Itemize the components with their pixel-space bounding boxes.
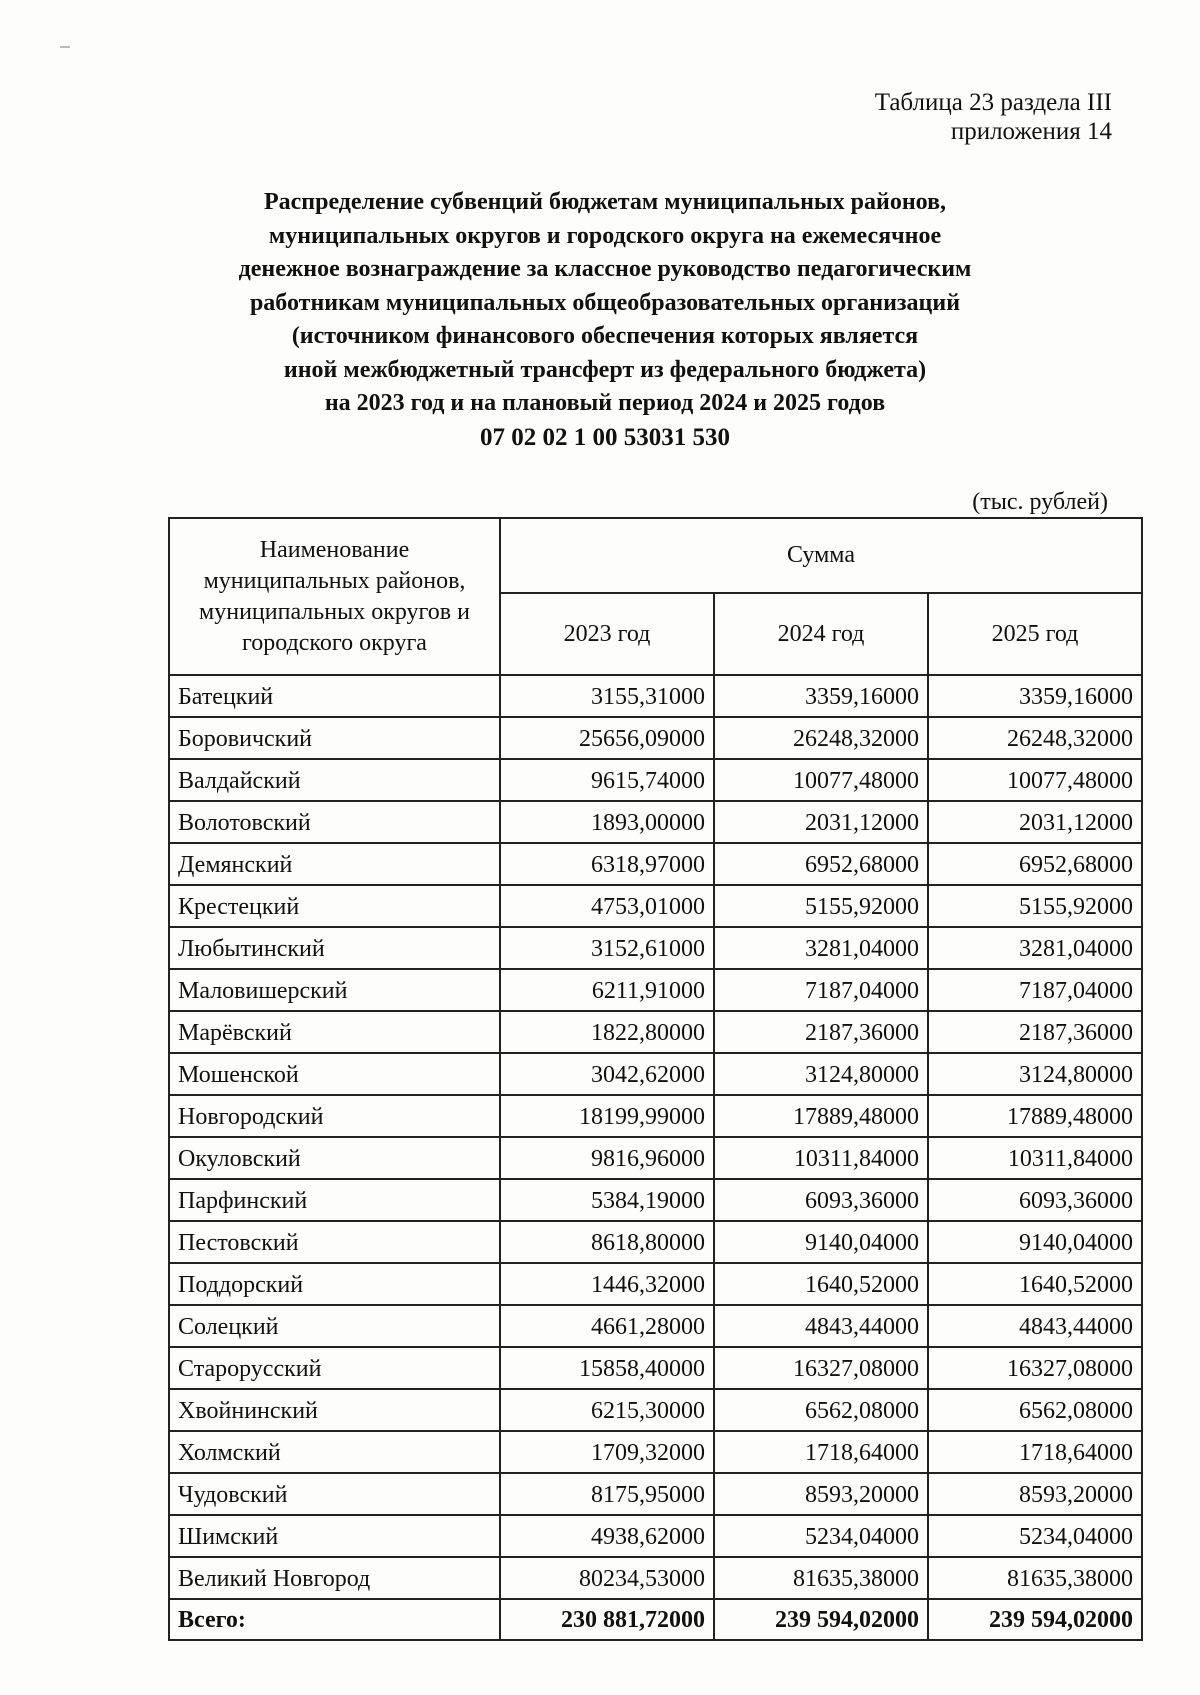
district-name: Валдайский bbox=[169, 759, 500, 801]
amount-2025: 2187,36000 bbox=[928, 1011, 1142, 1053]
amount-2023: 4753,01000 bbox=[500, 885, 714, 927]
amount-2024: 10311,84000 bbox=[714, 1137, 928, 1179]
table-row bbox=[169, 1137, 1142, 1179]
district-name: Маловишерский bbox=[169, 969, 500, 1011]
district-name: Поддорский bbox=[169, 1263, 500, 1305]
amount-2025: 8593,20000 bbox=[928, 1473, 1142, 1515]
amount-2023: 3042,62000 bbox=[500, 1053, 714, 1095]
amount-2024: 6093,36000 bbox=[714, 1179, 928, 1221]
amount-2023: 6318,97000 bbox=[500, 843, 714, 885]
amount-2025: 6562,08000 bbox=[928, 1389, 1142, 1431]
district-name: Парфинский bbox=[169, 1179, 500, 1221]
amount-2023: 5384,19000 bbox=[500, 1179, 714, 1221]
table-row bbox=[169, 1263, 1142, 1305]
header-year-2023: 2023 год bbox=[500, 593, 714, 675]
amount-2023: 9615,74000 bbox=[500, 759, 714, 801]
table-row bbox=[169, 801, 1142, 843]
amount-2025: 4843,44000 bbox=[928, 1305, 1142, 1347]
district-name: Волотовский bbox=[169, 801, 500, 843]
amount-2024: 7187,04000 bbox=[714, 969, 928, 1011]
amount-2025: 1640,52000 bbox=[928, 1263, 1142, 1305]
table-row bbox=[169, 675, 1142, 717]
district-name: Шимский bbox=[169, 1515, 500, 1557]
amount-2023: 8175,95000 bbox=[500, 1473, 714, 1515]
amount-2024: 10077,48000 bbox=[714, 759, 928, 801]
amount-2023: 1822,80000 bbox=[500, 1011, 714, 1053]
table-row bbox=[169, 1557, 1142, 1599]
header-year-2024: 2024 год bbox=[714, 593, 928, 675]
table-row bbox=[169, 969, 1142, 1011]
total-row bbox=[169, 1599, 1142, 1640]
table-row bbox=[169, 1431, 1142, 1473]
district-name: Старорусский bbox=[169, 1347, 500, 1389]
amount-2025: 1718,64000 bbox=[928, 1431, 1142, 1473]
table-row bbox=[169, 1389, 1142, 1431]
amount-2023: 6211,91000 bbox=[500, 969, 714, 1011]
total-label: Всего: bbox=[169, 1599, 500, 1640]
amount-2025: 10311,84000 bbox=[928, 1137, 1142, 1179]
amount-2025: 9140,04000 bbox=[928, 1221, 1142, 1263]
scan-mark bbox=[60, 46, 70, 48]
district-name: Крестецкий bbox=[169, 885, 500, 927]
district-name: Солецкий bbox=[169, 1305, 500, 1347]
table-row bbox=[169, 1515, 1142, 1557]
table-row bbox=[169, 1095, 1142, 1137]
amount-2025: 5155,92000 bbox=[928, 885, 1142, 927]
amount-2024: 4843,44000 bbox=[714, 1305, 928, 1347]
district-name: Новгородский bbox=[169, 1095, 500, 1137]
amount-2024: 3281,04000 bbox=[714, 927, 928, 969]
table-row bbox=[169, 885, 1142, 927]
district-name: Чудовский bbox=[169, 1473, 500, 1515]
amount-2023: 18199,99000 bbox=[500, 1095, 714, 1137]
amount-2023: 3152,61000 bbox=[500, 927, 714, 969]
amount-2024: 8593,20000 bbox=[714, 1473, 928, 1515]
amount-2023: 8618,80000 bbox=[500, 1221, 714, 1263]
amount-2023: 9816,96000 bbox=[500, 1137, 714, 1179]
title-line: денежное вознаграждение за классное руководство педагогическим bbox=[238, 256, 972, 282]
amount-2023: 6215,30000 bbox=[500, 1389, 714, 1431]
table-row bbox=[169, 717, 1142, 759]
table-row bbox=[169, 1179, 1142, 1221]
header-name-cell: Наименование муниципальных районов, муниципальных округов и городского округа bbox=[169, 518, 500, 675]
district-name: Боровичский bbox=[169, 717, 500, 759]
units-label: (тыс. рублей) bbox=[972, 489, 1108, 515]
amount-2024: 2031,12000 bbox=[714, 801, 928, 843]
amount-2025: 6952,68000 bbox=[928, 843, 1142, 885]
table-row bbox=[169, 1053, 1142, 1095]
amount-2024: 81635,38000 bbox=[714, 1557, 928, 1599]
title-line: Распределение субвенций бюджетам муниципальных районов, bbox=[263, 189, 947, 215]
amount-2024: 17889,48000 bbox=[714, 1095, 928, 1137]
district-name: Марёвский bbox=[169, 1011, 500, 1053]
amount-2024: 1640,52000 bbox=[714, 1263, 928, 1305]
amount-2025: 17889,48000 bbox=[928, 1095, 1142, 1137]
amount-2024: 2187,36000 bbox=[714, 1011, 928, 1053]
amount-2024: 1718,64000 bbox=[714, 1431, 928, 1473]
amount-2025: 10077,48000 bbox=[928, 759, 1142, 801]
title-line: на 2023 год и на плановый период 2024 и 2025 годов bbox=[324, 390, 886, 416]
amount-2023: 80234,53000 bbox=[500, 1557, 714, 1599]
district-name: Любытинский bbox=[169, 927, 500, 969]
amount-2024: 5234,04000 bbox=[714, 1515, 928, 1557]
district-name: Великий Новгород bbox=[169, 1557, 500, 1599]
total-2025: 239 594,02000 bbox=[928, 1599, 1142, 1640]
table-row bbox=[169, 759, 1142, 801]
title-line: иной межбюджетный трансферт из федерального бюджета) bbox=[283, 356, 927, 383]
amount-2024: 16327,08000 bbox=[714, 1347, 928, 1389]
distribution-table bbox=[168, 517, 1143, 1641]
amount-2025: 7187,04000 bbox=[928, 969, 1142, 1011]
table-row bbox=[169, 927, 1142, 969]
budget-code: 07 02 02 1 00 53031 530 bbox=[480, 424, 730, 451]
amount-2024: 3359,16000 bbox=[714, 675, 928, 717]
amount-2025: 5234,04000 bbox=[928, 1515, 1142, 1557]
district-name: Окуловский bbox=[169, 1137, 500, 1179]
table-row bbox=[169, 843, 1142, 885]
amount-2023: 1446,32000 bbox=[500, 1263, 714, 1305]
table-row bbox=[169, 1473, 1142, 1515]
amount-2024: 5155,92000 bbox=[714, 885, 928, 927]
amount-2024: 6562,08000 bbox=[714, 1389, 928, 1431]
table-row bbox=[169, 1221, 1142, 1263]
amount-2023: 4661,28000 bbox=[500, 1305, 714, 1347]
amount-2025: 6093,36000 bbox=[928, 1179, 1142, 1221]
amount-2025: 26248,32000 bbox=[928, 717, 1142, 759]
district-name: Мошенской bbox=[169, 1053, 500, 1095]
title-line: (источником финансового обеспечения которых является bbox=[291, 323, 919, 349]
amount-2024: 3124,80000 bbox=[714, 1053, 928, 1095]
district-name: Холмский bbox=[169, 1431, 500, 1473]
amount-2025: 16327,08000 bbox=[928, 1347, 1142, 1389]
amount-2023: 3155,31000 bbox=[500, 675, 714, 717]
table-reference bbox=[875, 88, 1112, 146]
amount-2024: 6952,68000 bbox=[714, 843, 928, 885]
title-line: муниципальных округов и городского округа на ежемесячное bbox=[268, 222, 942, 249]
amount-2025: 3281,04000 bbox=[928, 927, 1142, 969]
amount-2025: 81635,38000 bbox=[928, 1557, 1142, 1599]
amount-2023: 1893,00000 bbox=[500, 801, 714, 843]
district-name: Батецкий bbox=[169, 675, 500, 717]
document-title bbox=[140, 186, 1070, 421]
table-row bbox=[169, 1011, 1142, 1053]
district-name: Хвойнинский bbox=[169, 1389, 500, 1431]
amount-2025: 3359,16000 bbox=[928, 675, 1142, 717]
header-sum-cell: Сумма bbox=[500, 518, 1142, 593]
amount-2025: 3124,80000 bbox=[928, 1053, 1142, 1095]
total-2024: 239 594,02000 bbox=[714, 1599, 928, 1640]
table-body bbox=[169, 675, 1142, 1640]
table-row bbox=[169, 1347, 1142, 1389]
amount-2023: 15858,40000 bbox=[500, 1347, 714, 1389]
amount-2024: 26248,32000 bbox=[714, 717, 928, 759]
amount-2025: 2031,12000 bbox=[928, 801, 1142, 843]
district-name: Демянский bbox=[169, 843, 500, 885]
amount-2024: 9140,04000 bbox=[714, 1221, 928, 1263]
table-reference-line1: Таблица 23 раздела III bbox=[874, 89, 1112, 116]
amount-2023: 25656,09000 bbox=[500, 717, 714, 759]
title-line: работникам муниципальных общеобразовательных организаций bbox=[249, 289, 961, 316]
total-2023: 230 881,72000 bbox=[500, 1599, 714, 1640]
district-name: Пестовский bbox=[169, 1221, 500, 1263]
table-row bbox=[169, 1305, 1142, 1347]
amount-2023: 1709,32000 bbox=[500, 1431, 714, 1473]
amount-2023: 4938,62000 bbox=[500, 1515, 714, 1557]
header-year-2025: 2025 год bbox=[928, 593, 1142, 675]
table-reference-line2: приложения 14 bbox=[950, 118, 1112, 145]
